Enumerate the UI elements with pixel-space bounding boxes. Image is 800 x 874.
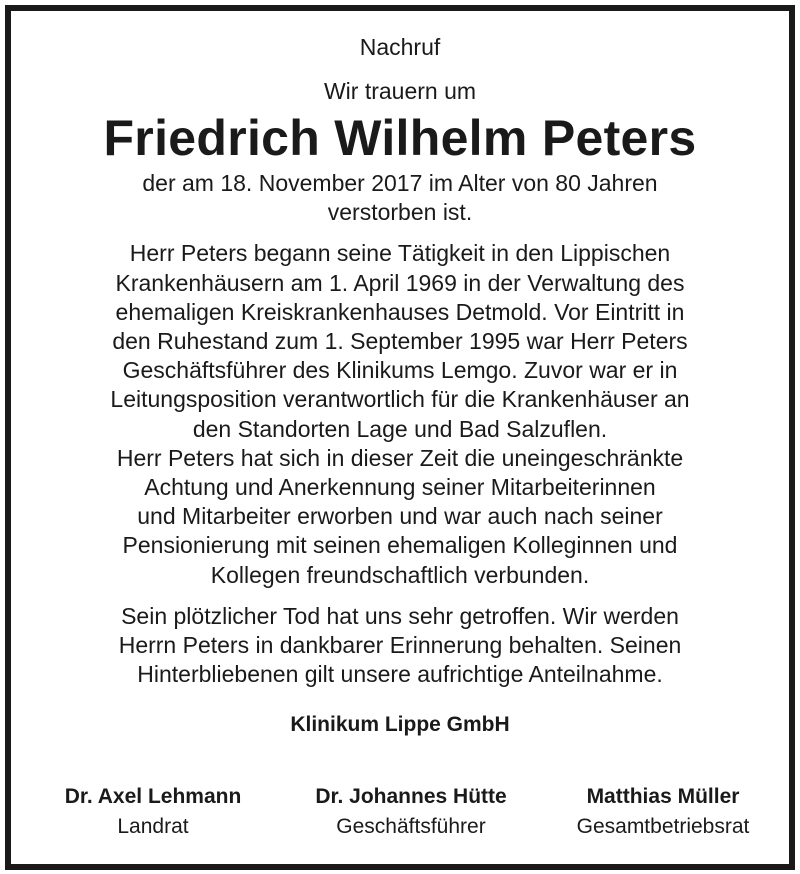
text-line: und Mitarbeiter erworben und war auch nach seiner (137, 503, 663, 530)
notice-intro: Wir trauern um (323, 78, 477, 104)
notice-content (11, 11, 789, 864)
deceased-name: Friedrich Wilhelm Peters (103, 110, 697, 166)
text-line: verstorben ist. (327, 199, 473, 226)
text-line: Leitungsposition verantwortlich für die Krankenhäuser an (110, 386, 690, 413)
notice-kicker: Nachruf (359, 34, 441, 60)
text-line: Kollegen freundschaftlich verbunden. (210, 561, 590, 588)
signatories (11, 783, 789, 847)
signatory (547, 783, 779, 843)
signatory-role: Landrat (117, 815, 189, 838)
signatory-name: Matthias Müller (586, 785, 740, 808)
text-line: Achtung und Anerkennung seiner Mitarbeiterinnen (144, 474, 656, 501)
text-line: den Ruhestand zum 1. September 1995 war Herr Peters (112, 328, 688, 355)
notice-frame (5, 5, 795, 870)
text-line: Pensionierung mit seinen ehemaligen Kolleginnen und (122, 532, 678, 559)
signatory-role: Geschäftsführer (336, 815, 486, 838)
text-line: den Standorten Lage und Bad Salzuflen. (192, 415, 608, 442)
text-line: ehemaligen Kreiskrankenhauses Detmold. Vor Eintritt in (115, 298, 685, 325)
text-line: Herrn Peters in dankbarer Erinnerung behalten. Seinen (118, 632, 682, 659)
condolence-paragraph (11, 602, 789, 690)
text-line: Herr Peters begann seine Tätigkeit in den Lippischen (129, 240, 671, 267)
text-line: Herr Peters hat sich in dieser Zeit die uneingeschränkte (116, 444, 684, 471)
signatory (33, 783, 273, 843)
text-line: Hinterbliebenen gilt unsere aufrichtige Anteilnahme. (137, 661, 663, 688)
signatory-role: Gesamtbetriebsrat (576, 815, 750, 838)
text-line: Krankenhäusern am 1. April 1969 in der Verwaltung des (115, 269, 685, 296)
text-line: Sein plötzlicher Tod hat uns sehr getroffen. Wir werden (121, 602, 679, 629)
signatory-name: Dr. Axel Lehmann (64, 785, 242, 808)
company-name: Klinikum Lippe GmbH (290, 713, 510, 737)
death-statement (11, 169, 789, 227)
text-line: der am 18. November 2017 im Alter von 80 Jahren (142, 170, 658, 196)
signatory (289, 783, 533, 843)
signatory-name: Dr. Johannes Hütte (315, 785, 507, 808)
career-paragraph (11, 239, 789, 589)
text-line: Geschäftsführer des Klinikums Lemgo. Zuvor war er in (122, 357, 678, 384)
